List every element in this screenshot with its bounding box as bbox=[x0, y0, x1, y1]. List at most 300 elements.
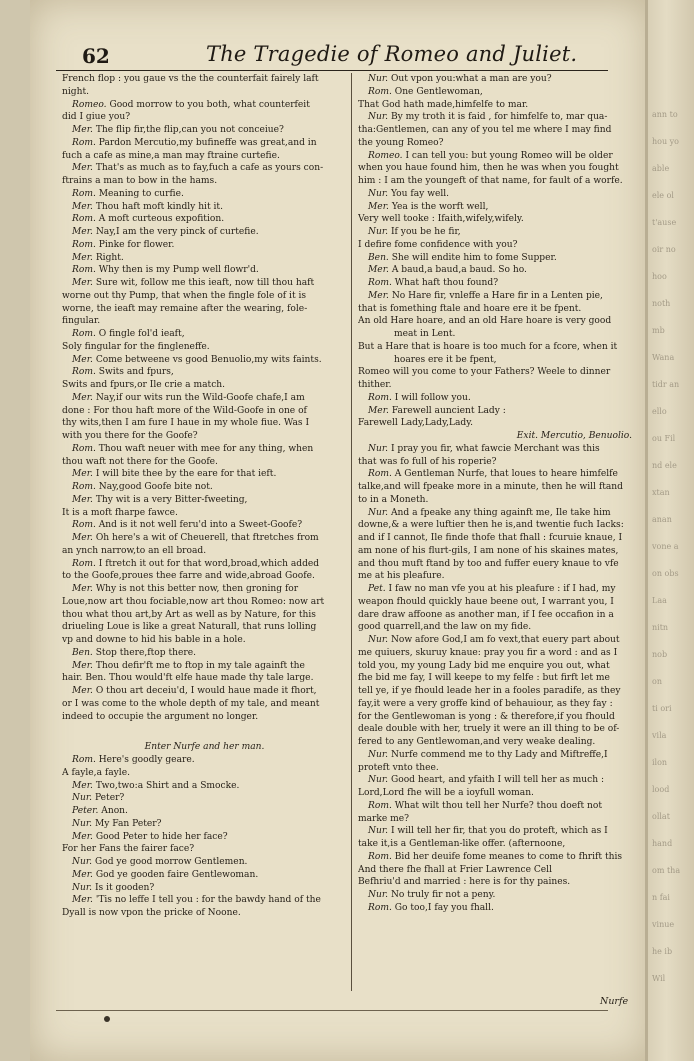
speaker-name: Romeo. bbox=[368, 150, 403, 161]
speaker-name: Rom. bbox=[368, 902, 392, 913]
text-line bbox=[62, 805, 347, 818]
text-line bbox=[358, 315, 642, 328]
line-text: Pinke for flower. bbox=[95, 239, 175, 250]
text-line bbox=[62, 754, 347, 767]
line-text: Peter? bbox=[92, 793, 125, 804]
bleed-fragment: hand bbox=[652, 839, 673, 848]
line-text: But a Hare that is hoare is too much for a fcore, when it bbox=[358, 341, 618, 352]
line-text: thy wits,then I am fure I haue in my whole fiue. Was I bbox=[62, 418, 310, 429]
bleed-fragment: he ib bbox=[652, 947, 673, 956]
line-text: Yea is the worft well, bbox=[388, 201, 489, 212]
line-text: Farewell Lady,Lady,Lady. bbox=[358, 418, 474, 429]
text-line bbox=[62, 417, 347, 430]
text-line bbox=[62, 252, 347, 265]
text-line bbox=[62, 711, 347, 724]
text-line bbox=[62, 73, 347, 86]
line-text: My Fan Peter? bbox=[92, 818, 162, 829]
text-line bbox=[358, 137, 642, 150]
line-text: hair. Ben. Thou would'ft elfe haue made thy tale large. bbox=[62, 673, 314, 684]
speaker-name: Rom. bbox=[72, 265, 96, 276]
text-line bbox=[358, 864, 642, 877]
line-text: am none of his flurt-gils, I am none of his skaines mates, bbox=[358, 545, 619, 556]
line-text: Is it gooden? bbox=[92, 882, 155, 893]
text-line bbox=[62, 558, 347, 571]
line-text: That God hath made,himfelfe to mar. bbox=[358, 99, 529, 110]
text-line bbox=[358, 723, 642, 736]
speaker-name: Mer. bbox=[72, 494, 93, 505]
speaker-name: Mer. bbox=[368, 265, 389, 276]
line-text: I ftretch it out for that word,broad,which added bbox=[95, 558, 320, 569]
bleed-fragment: xtan bbox=[652, 488, 670, 497]
line-text: I will follow you. bbox=[391, 392, 471, 403]
text-line bbox=[62, 507, 347, 520]
line-text: That's as much as to fay,fuch a cafe as yours con- bbox=[92, 163, 324, 174]
text-line bbox=[358, 213, 642, 226]
text-line bbox=[62, 150, 347, 163]
bleed-fragment: vinue bbox=[652, 920, 675, 929]
text-line bbox=[62, 831, 347, 844]
text-line bbox=[358, 86, 642, 99]
bleed-fragment: able bbox=[652, 164, 670, 173]
bleed-fragment: nob bbox=[652, 650, 668, 659]
line-text: Swits and fpurs, bbox=[95, 367, 174, 378]
text-line bbox=[358, 749, 642, 762]
line-text: Thy wit is a very Bitter-fweeting, bbox=[92, 494, 248, 505]
text-line bbox=[62, 843, 347, 856]
text-line bbox=[358, 876, 642, 889]
line-text: fered to any Gentlewoman,and very weake dealing. bbox=[358, 737, 596, 747]
text-line bbox=[358, 609, 642, 622]
text-line bbox=[62, 430, 347, 443]
page-number: 62 bbox=[82, 44, 110, 68]
bleed-fragment: Laa bbox=[652, 596, 667, 605]
text-line bbox=[358, 596, 642, 609]
text-line bbox=[62, 481, 347, 494]
text-line bbox=[62, 111, 347, 124]
text-line bbox=[358, 698, 642, 711]
bleed-fragment: ele ol bbox=[652, 191, 674, 200]
text-line bbox=[358, 226, 642, 239]
text-line bbox=[62, 86, 347, 99]
bleed-fragment: ann to bbox=[652, 110, 678, 119]
line-text: Two,two:a Shirt and a Smocke. bbox=[92, 780, 240, 791]
text-line bbox=[62, 226, 347, 239]
line-text: did I giue you? bbox=[62, 112, 131, 123]
line-text: What wilt thou tell her Nurfe? thou doeft not bbox=[391, 800, 602, 811]
line-text: Romeo will you come to your Fathers? Weele to dinner bbox=[358, 367, 611, 378]
text-line bbox=[358, 660, 642, 673]
text-line bbox=[62, 175, 347, 188]
line-text: Bid her deuife fome meanes to come to fhrift this bbox=[391, 851, 623, 862]
text-line bbox=[358, 507, 642, 520]
text-line bbox=[62, 354, 347, 367]
speaker-name: Nur. bbox=[368, 635, 389, 645]
line-text: that was fo full of his roperie? bbox=[358, 456, 497, 467]
text-line bbox=[358, 328, 642, 341]
text-line bbox=[358, 417, 642, 430]
text-line bbox=[358, 468, 642, 481]
text-line bbox=[62, 456, 347, 469]
line-text: You fay well. bbox=[388, 188, 450, 199]
text-line bbox=[62, 869, 347, 882]
line-text: weapon fhould quickly haue beene out, I warrant you, I bbox=[358, 596, 614, 607]
speaker-name: Rom. bbox=[72, 239, 96, 250]
line-text: an ynch narrow,to an ell broad. bbox=[62, 545, 207, 556]
speaker-name: Nur. bbox=[368, 826, 389, 837]
speaker-name: Nur. bbox=[368, 74, 389, 84]
line-text: thou waft not there for the Goofe. bbox=[62, 456, 218, 467]
line-text: I will bite thee by the eare for that ieft. bbox=[92, 469, 277, 480]
text-line bbox=[358, 430, 642, 443]
bleed-fragment: Wil bbox=[652, 974, 666, 983]
text-line bbox=[62, 698, 347, 711]
text-line bbox=[358, 838, 642, 851]
text-line bbox=[358, 175, 642, 188]
line-text: I defire fome confidence with you? bbox=[358, 239, 518, 250]
line-text: meat in Lent. bbox=[394, 329, 456, 339]
text-line bbox=[358, 239, 642, 252]
text-line bbox=[62, 201, 347, 214]
text-line bbox=[358, 111, 642, 124]
line-text: I pray you fir, what fawcie Merchant was this bbox=[388, 443, 600, 454]
bleed-fragment: om tha bbox=[652, 866, 681, 875]
page-header bbox=[56, 40, 608, 71]
text-line bbox=[358, 889, 642, 902]
speaker-name: Rom. bbox=[368, 278, 392, 288]
line-text: God ye gooden faire Gentlewoman. bbox=[92, 869, 259, 880]
text-line bbox=[358, 800, 642, 813]
speaker-name: Nur. bbox=[368, 188, 389, 199]
text-line bbox=[358, 124, 642, 137]
speaker-name: Mer. bbox=[72, 392, 93, 403]
text-line bbox=[358, 73, 642, 86]
text-line bbox=[358, 672, 642, 685]
line-text: or I was come to the whole depth of my tale, and meant bbox=[62, 698, 320, 709]
ink-blot bbox=[104, 1016, 110, 1022]
line-text: deale double with her, truely it were an ill thing to be of- bbox=[358, 724, 620, 735]
line-text: Pardon Mercutio,my bufineffe was great,and in bbox=[95, 137, 317, 148]
facing-page-edge bbox=[648, 0, 694, 1061]
text-line bbox=[358, 99, 642, 112]
speaker-name: Nur. bbox=[368, 227, 389, 237]
line-text: told you, my young Lady bid me enquire you out, what bbox=[358, 660, 610, 671]
line-text: good quarrell,and the law on my fide. bbox=[358, 622, 532, 633]
line-text: O thou art deceiu'd, I would haue made it fhort, bbox=[92, 686, 317, 696]
speaker-name: Mer. bbox=[368, 405, 389, 416]
line-text: for the Gentlewoman is yong : & therefore,if you fhould bbox=[358, 711, 615, 722]
line-text: Enter Nurfe and her man. bbox=[144, 742, 265, 753]
line-text: It is a moft fharpe fawce. bbox=[62, 507, 178, 518]
speaker-name: Rom. bbox=[368, 800, 392, 811]
text-line bbox=[62, 685, 347, 698]
text-line bbox=[358, 456, 642, 469]
line-text: I can tell you: but young Romeo will be older bbox=[402, 150, 613, 161]
right-text-column bbox=[358, 73, 642, 915]
speaker-name: Rom. bbox=[72, 520, 96, 531]
speaker-name: Rom. bbox=[72, 482, 96, 492]
text-line bbox=[358, 570, 642, 583]
line-text: No truly fir not a peny. bbox=[388, 890, 496, 900]
text-line bbox=[62, 519, 347, 532]
bleed-fragment: ilon bbox=[652, 758, 668, 767]
text-line bbox=[358, 277, 642, 290]
text-line bbox=[358, 825, 642, 838]
text-line bbox=[358, 685, 642, 698]
line-text: worne, the ieaft may remaine after the wearing, fole- bbox=[62, 303, 308, 314]
text-line bbox=[62, 907, 347, 920]
text-line bbox=[62, 124, 347, 137]
text-line bbox=[62, 315, 347, 328]
speaker-name: Rom. bbox=[72, 137, 96, 148]
line-text: Good Peter to hide her face? bbox=[92, 831, 228, 842]
line-text: me at his pleafure. bbox=[358, 571, 445, 582]
line-text: when you haue found him, then he was when you fought bbox=[358, 163, 619, 174]
line-text: thou what thou art,by Art as well as by Nature, for this bbox=[62, 609, 316, 620]
text-line bbox=[62, 290, 347, 303]
text-line bbox=[358, 264, 642, 277]
text-line bbox=[62, 405, 347, 418]
bleed-fragment: hoo bbox=[652, 272, 667, 281]
line-text: No Hare fir, vnleffe a Hare fir in a Lenten pie, bbox=[388, 290, 603, 301]
speaker-name: Nur. bbox=[368, 443, 389, 454]
line-text: worne out thy Pump, that when the fingle fole of it is bbox=[62, 290, 307, 301]
line-text: Out vpon you:what a man are you? bbox=[388, 74, 552, 84]
bleed-fragment: vila bbox=[652, 731, 667, 740]
text-line bbox=[62, 392, 347, 405]
bleed-fragment: lood bbox=[652, 785, 670, 794]
text-line bbox=[62, 882, 347, 895]
text-line bbox=[62, 328, 347, 341]
line-text: ftrains a man to bow in the hams. bbox=[62, 176, 218, 186]
line-text: done : For thou haft more of the Wild-Goofe in one of bbox=[62, 405, 307, 416]
speaker-name: Mer. bbox=[72, 895, 93, 906]
text-line bbox=[358, 481, 642, 494]
text-line bbox=[358, 366, 642, 379]
text-line bbox=[62, 213, 347, 226]
speaker-name: Mer. bbox=[72, 278, 93, 288]
text-line bbox=[358, 494, 642, 507]
text-line bbox=[358, 851, 642, 864]
bleed-fragment: hou yo bbox=[652, 137, 679, 146]
text-line bbox=[62, 188, 347, 201]
speaker-name: Nur. bbox=[368, 749, 389, 760]
bleed-fragment: n fai bbox=[652, 893, 670, 902]
text-line bbox=[62, 239, 347, 252]
text-line bbox=[358, 762, 642, 775]
speaker-name: Rom. bbox=[72, 755, 96, 765]
text-line bbox=[62, 609, 347, 622]
text-line bbox=[358, 711, 642, 724]
line-text: and thou muft ftand by too and fuffer euery knaue to vfe bbox=[358, 558, 619, 569]
line-text: driueling Loue is like a great Naturall, that runs lolling bbox=[62, 622, 317, 633]
line-text: Stop there,ftop there. bbox=[92, 647, 197, 658]
speaker-name: Mer. bbox=[72, 252, 93, 263]
line-text: If you be he fir, bbox=[388, 227, 461, 237]
speaker-name: Rom. bbox=[368, 392, 392, 403]
bleed-fragment: Wana bbox=[652, 353, 675, 362]
text-line bbox=[358, 621, 642, 634]
line-text: And there fhe fhall at Frier Lawrence Cell bbox=[358, 864, 552, 875]
bleed-fragment: mb bbox=[652, 326, 665, 335]
bleed-fragment: ti ori bbox=[652, 704, 672, 713]
speaker-name: Nur. bbox=[368, 890, 389, 900]
speaker-name: Rom. bbox=[72, 443, 96, 454]
text-line bbox=[358, 290, 642, 303]
text-line bbox=[62, 780, 347, 793]
line-text: French flop : you gaue vs the the counterfait fairely laft bbox=[62, 74, 319, 84]
speaker-name: Rom. bbox=[368, 469, 392, 480]
line-text: the young Romeo? bbox=[358, 137, 444, 148]
line-text: I will tell her fir, that you do proteft, which as I bbox=[388, 826, 608, 837]
speaker-name: Rom. bbox=[72, 329, 96, 339]
bleed-fragment: ello bbox=[652, 407, 667, 416]
speaker-name: Mer. bbox=[72, 869, 93, 880]
text-line bbox=[62, 634, 347, 647]
line-text: Right. bbox=[92, 252, 124, 263]
text-line bbox=[358, 519, 642, 532]
speaker-name: Mer. bbox=[72, 660, 93, 671]
text-line bbox=[62, 570, 347, 583]
column-divider bbox=[351, 73, 352, 991]
speaker-name: Mer. bbox=[72, 354, 93, 365]
line-text: with you there for the Goofe? bbox=[62, 431, 198, 441]
line-text: Lord,Lord fhe will be a ioyfull woman. bbox=[358, 788, 534, 798]
text-line bbox=[358, 443, 642, 456]
line-text: A fayle,a fayle. bbox=[62, 767, 130, 778]
line-text: Oh here's a wit of Cheuerell, that ftretches from bbox=[92, 533, 319, 543]
speaker-name: Mer. bbox=[72, 163, 93, 174]
line-text: Thou waft neuer with mee for any thing, when bbox=[95, 443, 314, 454]
speaker-name: Romeo. bbox=[72, 99, 107, 110]
line-text: And is it not well feru'd into a Sweet-Goofe? bbox=[95, 520, 303, 531]
speaker-name: Rom. bbox=[368, 86, 392, 97]
left-text-column bbox=[62, 73, 347, 920]
speaker-name: Mer. bbox=[72, 533, 93, 543]
line-text: Thou haft moft kindly hit it. bbox=[92, 201, 223, 212]
bleed-fragment: nd ele bbox=[652, 461, 677, 470]
speaker-name: Mer. bbox=[72, 686, 93, 696]
line-text: downe,& a were luftier then he is,and twentie fuch Iacks: bbox=[358, 520, 624, 531]
text-line bbox=[62, 596, 347, 609]
line-text: Here's goodly geare. bbox=[95, 755, 195, 765]
line-text: tha:Gentlemen, can any of you tel me where I may find bbox=[358, 125, 612, 135]
speaker-name: Mer. bbox=[72, 831, 93, 842]
line-text: vp and downe to hid his bable in a hole. bbox=[62, 635, 246, 645]
line-text: fuch a cafe as mine,a man may ftraine curtefie. bbox=[62, 150, 280, 161]
bleed-fragment: tidr an bbox=[652, 380, 680, 389]
speaker-name: Mer. bbox=[72, 227, 93, 237]
speaker-name: Rom. bbox=[72, 367, 96, 378]
speaker-name: Nur. bbox=[368, 775, 389, 786]
line-text: O fingle fol'd ieaft, bbox=[95, 329, 185, 339]
text-line bbox=[358, 647, 642, 660]
text-line bbox=[358, 201, 642, 214]
text-line bbox=[358, 162, 642, 175]
line-text: tell ye, if ye fhould leade her in a fooles paradife, as they bbox=[358, 686, 621, 696]
line-text: God ye good morrow Gentlemen. bbox=[92, 857, 248, 867]
text-line bbox=[358, 787, 642, 800]
line-text: And a fpeake any thing againft me, Ile take him bbox=[388, 507, 611, 518]
speaker-name: Peter. bbox=[72, 806, 99, 816]
speaker-name: Nur. bbox=[72, 882, 93, 893]
text-line bbox=[358, 354, 642, 367]
footer-rule bbox=[56, 1010, 608, 1011]
text-line bbox=[62, 792, 347, 805]
line-text: Thou defir'ft me to ftop in my tale againft the bbox=[92, 660, 305, 671]
text-line bbox=[62, 660, 347, 673]
text-line bbox=[358, 150, 642, 163]
text-line bbox=[358, 902, 642, 915]
line-text: hoares ere it be fpent, bbox=[394, 354, 497, 365]
text-line bbox=[358, 252, 642, 265]
line-text: Why then is my Pump well flowr'd. bbox=[95, 265, 259, 276]
text-line bbox=[358, 303, 642, 316]
line-text: Good heart, and yfaith I will tell her as much : bbox=[388, 775, 605, 786]
line-text: Come betweene vs good Benuolio,my wits faints. bbox=[92, 354, 322, 365]
text-line bbox=[62, 741, 347, 754]
speaker-name: Nur. bbox=[72, 818, 93, 829]
speaker-name: Nur. bbox=[368, 112, 389, 123]
line-text: take it,is a Gentleman-like offer. (afternoone, bbox=[358, 839, 566, 849]
speaker-name: Nur. bbox=[72, 793, 93, 804]
line-text: Very well tooke : Ifaith,wifely,wifely. bbox=[358, 214, 524, 225]
line-text: him : I am the youngeft of that name, for fault of a worfe. bbox=[358, 176, 623, 186]
line-text: thither. bbox=[358, 380, 392, 390]
speaker-name: Mer. bbox=[368, 290, 389, 301]
text-line bbox=[62, 341, 347, 354]
bleed-fragment: vone a bbox=[652, 542, 679, 551]
text-line bbox=[62, 468, 347, 481]
line-text: and if I cannot, Ile finde thofe that fhall : fcuruie knaue, I bbox=[358, 533, 623, 543]
line-text: night. bbox=[62, 86, 89, 97]
speaker-name: Pet. bbox=[368, 584, 386, 594]
line-text: fhe bid me fay, I will keepe to my felfe : but firft let me bbox=[358, 673, 610, 684]
text-line bbox=[62, 303, 347, 316]
speaker-name: Mer. bbox=[72, 780, 93, 791]
bleed-fragment: oir no bbox=[652, 245, 676, 254]
text-line bbox=[62, 443, 347, 456]
line-text: Farewell auncient Lady : bbox=[388, 405, 506, 416]
text-line bbox=[358, 532, 642, 545]
text-line bbox=[62, 647, 347, 660]
text-line bbox=[62, 137, 347, 150]
line-text: Nay,good Goofe bite not. bbox=[95, 482, 213, 492]
line-text: dare draw affoone as another man, if I fee occafion in a bbox=[358, 609, 614, 620]
text-line bbox=[62, 532, 347, 545]
line-text: A Gentleman Nurfe, that loues to heare himfelfe bbox=[391, 469, 618, 480]
line-text: Soly fingular for the fingleneffe. bbox=[62, 341, 210, 352]
line-text: Now afore God,I am fo vext,that euery part about bbox=[388, 635, 620, 645]
speaker-name: Mer. bbox=[368, 201, 389, 212]
line-text: A moft curteous expofition. bbox=[95, 214, 225, 225]
line-text: Swits and fpurs,or Ile crie a match. bbox=[62, 380, 226, 390]
text-line bbox=[62, 99, 347, 112]
text-line bbox=[358, 341, 642, 354]
line-text: I faw no man vfe you at his pleafure : if I had, my bbox=[385, 584, 616, 594]
text-line bbox=[358, 583, 642, 596]
line-text: Nay,I am the very pinck of curtefie. bbox=[92, 227, 259, 237]
line-text: Nurfe commend me to thy Lady and Miftreffe,I bbox=[388, 749, 608, 760]
bleed-fragment: anan bbox=[652, 515, 672, 524]
text-line bbox=[62, 894, 347, 907]
line-text: me quiuers, skuruy knaue: pray you fir a word : and as I bbox=[358, 647, 618, 658]
line-text: fay,it were a very groffe kind of behauiour, as they fay : bbox=[358, 698, 613, 709]
line-text: Befhriu'd and married : here is for thy paines. bbox=[358, 877, 571, 888]
running-title: The Tragedie of Romeo and Juliet. bbox=[206, 42, 578, 66]
line-text: A baud,a baud,a baud. So ho. bbox=[388, 265, 527, 276]
text-line bbox=[62, 494, 347, 507]
bleed-fragment: noth bbox=[652, 299, 671, 308]
